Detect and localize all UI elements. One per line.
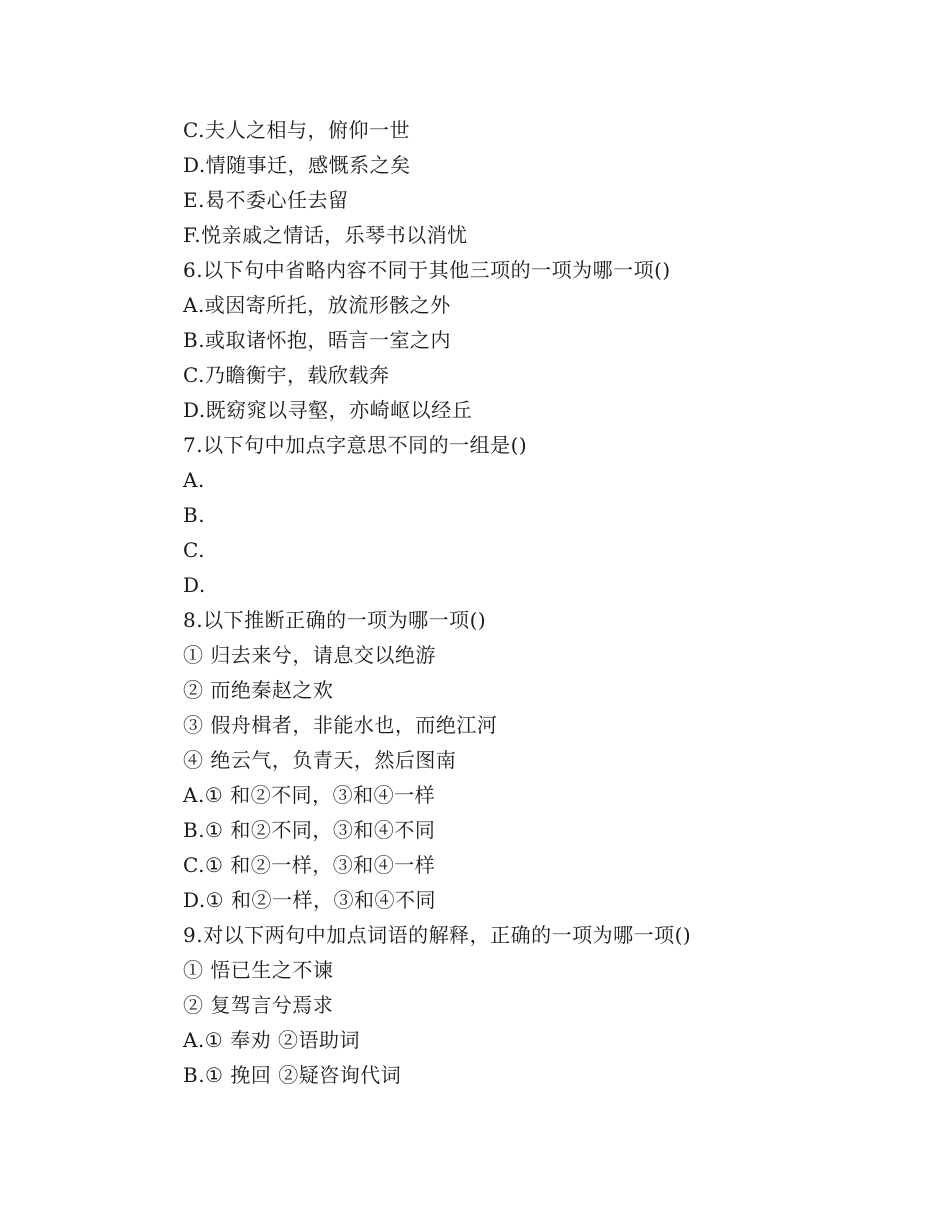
option-e-line: E.曷不委心任去留: [183, 188, 349, 212]
question-8-sentence-1: ① 归去来兮，请息交以绝游: [183, 643, 436, 667]
question-9-option-b: B.① 挽回 ②疑咨询代词: [183, 1063, 402, 1087]
question-7-option-a: A.: [183, 468, 205, 492]
question-6-option-d: D.既窈窕以寻壑，亦崎岖以经丘: [183, 398, 473, 422]
question-6-option-c: C.乃瞻衡宇，载欣载奔: [183, 363, 390, 387]
question-9-sentence-1: ① 悟已生之不谏: [183, 958, 334, 982]
question-6-option-b: B.或取诸怀抱，晤言一室之内: [183, 328, 452, 352]
question-7-option-c: C.: [183, 538, 205, 562]
question-8-option-d: D.① 和②一样，③和④不同: [183, 888, 436, 912]
option-d-line: D.情随事迁，感慨系之矣: [183, 153, 411, 177]
question-6: 6.以下句中省略内容不同于其他三项的一项为哪一项(): [183, 258, 671, 282]
question-8-option-c: C.① 和②一样，③和④一样: [183, 853, 436, 877]
question-7-option-b: B.: [183, 503, 206, 527]
question-9: 9.对以下两句中加点词语的解释，正确的一项为哪一项(): [183, 923, 692, 947]
question-text-block: [183, 113, 883, 1093]
option-f-line: F.悦亲戚之情话，乐琴书以消忧: [183, 223, 468, 247]
option-c-line: C.夫人之相与，俯仰一世: [183, 118, 410, 142]
question-8-sentence-3: ③ 假舟楫者，非能水也，而绝江河: [183, 713, 498, 737]
question-8-option-a: A.① 和②不同，③和④一样: [183, 783, 436, 807]
question-6-option-a: A.或因寄所托，放流形骸之外: [183, 293, 451, 317]
question-9-option-a: A.① 奉劝 ②语助词: [183, 1028, 360, 1052]
question-7: 7.以下句中加点字意思不同的一组是(): [183, 433, 528, 457]
question-8-sentence-4: ④ 绝云气，负青天，然后图南: [183, 748, 457, 772]
question-8-sentence-2: ② 而绝秦赵之欢: [183, 678, 334, 702]
question-8: 8.以下推断正确的一项为哪一项(): [183, 608, 487, 632]
question-7-option-d: D.: [183, 573, 206, 597]
question-8-option-b: B.① 和②不同，③和④不同: [183, 818, 436, 842]
question-9-sentence-2: ② 复驾言兮焉求: [183, 993, 334, 1017]
